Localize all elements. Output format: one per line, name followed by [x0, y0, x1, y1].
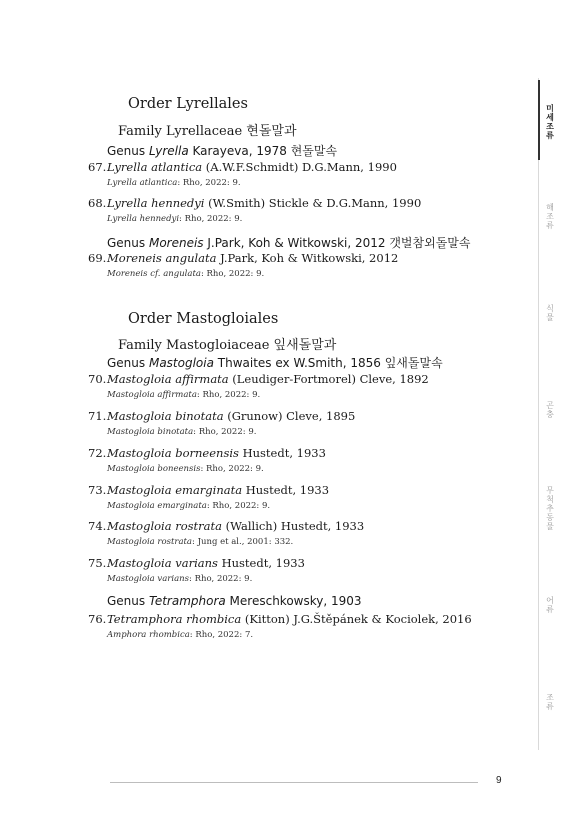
species-reference: Moreneis cf. angulata: Rho, 2022: 9. — [107, 269, 265, 279]
side-tab-birds[interactable]: 조류 — [546, 693, 554, 711]
species-entry: 68.Lyrella hennedyi (W.Smith) Stickle & D.G.Mann, 1990 — [88, 196, 422, 210]
species-reference: Mastogloia varians: Rho, 2022: 9. — [107, 574, 253, 584]
genus-heading: Genus Mastogloia Thwaites ex W.Smith, 1856 잎새돌말속 — [107, 356, 443, 370]
side-tab-plants[interactable]: 식물 — [546, 304, 554, 322]
species-reference: Amphora rhombica: Rho, 2022: 7. — [107, 630, 254, 640]
family-heading: Family Lyrellaceae 현돌말과 — [118, 124, 297, 139]
page-number: 9 — [496, 775, 502, 786]
species-name: Moreneis angulata — [107, 251, 217, 265]
species-reference: Mastogloia emarginata: Rho, 2022: 9. — [107, 501, 271, 511]
species-entry: 72.Mastogloia borneensis Hustedt, 1933 — [88, 446, 326, 460]
species-name: Mastogloia emarginata — [107, 483, 243, 497]
side-nav-active-marker — [538, 80, 540, 160]
species-reference: Mastogloia boneensis: Rho, 2022: 9. — [107, 464, 264, 474]
species-entry: 75.Mastogloia varians Hustedt, 1933 — [88, 556, 305, 570]
order-heading: Order Lyrellales — [128, 96, 248, 112]
species-entry: 71.Mastogloia binotata (Grunow) Cleve, 1895 — [88, 409, 356, 423]
species-name: Mastogloia affirmata — [107, 372, 229, 386]
species-entry: 67.Lyrella atlantica (A.W.F.Schmidt) D.G.Mann, 1990 — [88, 160, 397, 174]
species-reference: Lyrella atlantica: Rho, 2022: 9. — [107, 178, 241, 188]
side-tab-insects[interactable]: 곤충 — [546, 401, 554, 419]
species-entry: 74.Mastogloia rostrata (Wallich) Hustedt, 1933 — [88, 519, 365, 533]
species-name: Lyrella hennedyi — [107, 196, 205, 210]
species-entry: 76.Tetramphora rhombica (Kitton) J.G.Štěpánek & Kociolek, 2016 — [88, 612, 472, 626]
genus-heading: Genus Lyrella Karayeva, 1978 현돌말속 — [107, 144, 338, 158]
footer-rule — [110, 782, 478, 783]
genus-heading: Genus Tetramphora Mereschkowsky, 1903 — [107, 594, 362, 608]
side-nav-line — [538, 78, 539, 750]
genus-name: Tetramphora — [148, 594, 226, 608]
side-tab-seaweed[interactable]: 해조류 — [546, 203, 554, 230]
order-heading: Order Mastogloiales — [128, 311, 279, 327]
species-name: Tetramphora rhombica — [107, 612, 242, 626]
species-reference: Mastogloia binotata: Rho, 2022: 9. — [107, 427, 257, 437]
species-name: Mastogloia binotata — [107, 409, 224, 423]
species-name: Mastogloia borneensis — [107, 446, 239, 460]
species-name: Lyrella atlantica — [107, 160, 203, 174]
side-tab-microalgae[interactable]: 미세조류 — [546, 104, 554, 140]
species-entry: 70.Mastogloia affirmata (Leudiger-Fortmorel) Cleve, 1892 — [88, 372, 429, 386]
species-name: Mastogloia varians — [107, 556, 218, 570]
family-heading: Family Mastogloiaceae 잎새돌말과 — [118, 338, 337, 353]
species-reference: Lyrella hennedyi: Rho, 2022: 9. — [107, 214, 243, 224]
genus-heading: Genus Moreneis J.Park, Koh & Witkowski, 2012 갯벌참외돌말속 — [107, 236, 471, 250]
species-entry: 73.Mastogloia emarginata Hustedt, 1933 — [88, 483, 330, 497]
species-entry: 69.Moreneis angulata J.Park, Koh & Witkowski, 2012 — [88, 251, 399, 265]
species-name: Mastogloia rostrata — [107, 519, 223, 533]
genus-name: Moreneis — [148, 236, 204, 250]
genus-name: Mastogloia — [148, 356, 214, 370]
species-reference: Mastogloia affirmata: Rho, 2022: 9. — [107, 390, 261, 400]
genus-name: Lyrella — [148, 144, 189, 158]
side-tab-invertebrates[interactable]: 무척추동물 — [546, 486, 554, 531]
species-reference: Mastogloia rostrata: Jung et al., 2001: 332. — [107, 537, 294, 547]
side-tab-fish[interactable]: 어류 — [546, 596, 554, 614]
